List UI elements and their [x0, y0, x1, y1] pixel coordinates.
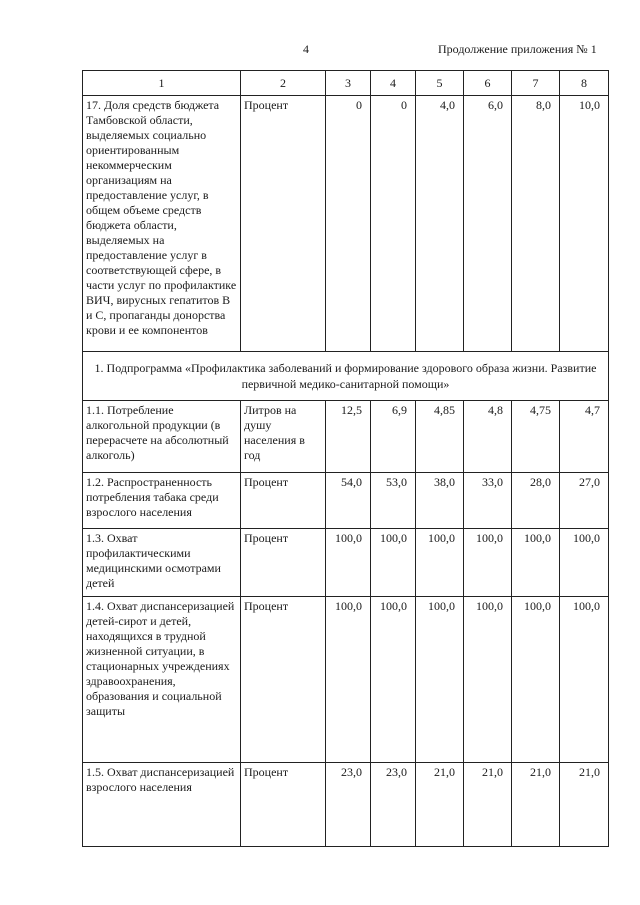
indicator-value: 100,0 — [416, 597, 464, 763]
table-row — [83, 473, 609, 529]
column-header: 7 — [512, 71, 560, 96]
indicator-value: 100,0 — [464, 597, 512, 763]
indicator-name: 1.3. Охват профилактическими медицинскими осмотрами детей — [83, 529, 241, 597]
indicator-unit: Процент — [241, 529, 326, 597]
indicators-table — [82, 70, 609, 847]
table-row — [83, 597, 609, 763]
indicator-value: 100,0 — [464, 529, 512, 597]
indicator-value: 53,0 — [371, 473, 416, 529]
column-header: 2 — [241, 71, 326, 96]
indicator-value: 21,0 — [560, 763, 609, 847]
indicator-value: 6,0 — [464, 96, 512, 352]
indicator-value: 4,8 — [464, 401, 512, 473]
indicator-unit: Процент — [241, 763, 326, 847]
indicator-unit: Процент — [241, 96, 326, 352]
indicator-unit: Процент — [241, 473, 326, 529]
indicator-value: 0 — [371, 96, 416, 352]
indicator-value: 100,0 — [371, 529, 416, 597]
indicator-value: 0 — [326, 96, 371, 352]
indicator-value: 28,0 — [512, 473, 560, 529]
indicator-value: 8,0 — [512, 96, 560, 352]
indicator-unit: Литров на душу населения в год — [241, 401, 326, 473]
indicator-value: 4,0 — [416, 96, 464, 352]
indicator-value: 100,0 — [326, 529, 371, 597]
column-header: 5 — [416, 71, 464, 96]
indicator-value: 6,9 — [371, 401, 416, 473]
indicator-value: 10,0 — [560, 96, 609, 352]
indicator-name: 1.2. Распространенность потребления табака среди взрослого населения — [83, 473, 241, 529]
indicator-value: 100,0 — [416, 529, 464, 597]
indicator-name: 1.5. Охват диспансеризацией взрослого населения — [83, 763, 241, 847]
table-row — [83, 529, 609, 597]
section-row — [83, 352, 609, 401]
table-row — [83, 96, 609, 352]
column-number-row — [83, 71, 609, 96]
column-header: 1 — [83, 71, 241, 96]
indicator-value: 21,0 — [464, 763, 512, 847]
indicator-value: 27,0 — [560, 473, 609, 529]
indicator-value: 4,75 — [512, 401, 560, 473]
indicator-value: 23,0 — [371, 763, 416, 847]
table-row — [83, 401, 609, 473]
indicator-value: 100,0 — [560, 529, 609, 597]
indicator-value: 100,0 — [560, 597, 609, 763]
subprogram-title: 1. Подпрограмма «Профилактика заболеваний и формирование здорового образа жизни. Развитие первичной медико-санитарной помощи» — [83, 352, 609, 401]
indicator-name: 1.1. Потребление алкогольной продукции (в перерасчете на абсолютный алкоголь) — [83, 401, 241, 473]
column-header: 8 — [560, 71, 609, 96]
indicator-value: 100,0 — [512, 529, 560, 597]
table-row — [83, 763, 609, 847]
indicator-value: 21,0 — [512, 763, 560, 847]
indicator-value: 23,0 — [326, 763, 371, 847]
indicator-name: 1.4. Охват диспансеризацией детей-сирот и детей, находящихся в трудной жизненной ситуации, в стационарных учреждениях здравоохранения, образования и социальной защиты — [83, 597, 241, 763]
indicator-name: 17. Доля средств бюджета Тамбовской области, выделяемых социально ориентированным некоммерческим организациям на предоставление услуг, в общем объеме средств бюджета области, выделяемых на предоставление услуг в соответствующей сфере, в части услуг по профилактике ВИЧ, вирусных гепатитов В и С, пропаганды донорства крови и ее компонентов — [83, 96, 241, 352]
indicator-value: 54,0 — [326, 473, 371, 529]
column-header: 4 — [371, 71, 416, 96]
indicator-value: 33,0 — [464, 473, 512, 529]
indicator-value: 100,0 — [371, 597, 416, 763]
appendix-continuation-label: Продолжение приложения № 1 — [438, 42, 597, 56]
indicator-value: 4,85 — [416, 401, 464, 473]
indicator-value: 38,0 — [416, 473, 464, 529]
indicator-unit: Процент — [241, 597, 326, 763]
column-header: 3 — [326, 71, 371, 96]
indicator-value: 100,0 — [326, 597, 371, 763]
column-header: 6 — [464, 71, 512, 96]
indicator-value: 12,5 — [326, 401, 371, 473]
indicator-value: 100,0 — [512, 597, 560, 763]
indicator-value: 21,0 — [416, 763, 464, 847]
page-number: 4 — [303, 42, 309, 56]
indicator-value: 4,7 — [560, 401, 609, 473]
